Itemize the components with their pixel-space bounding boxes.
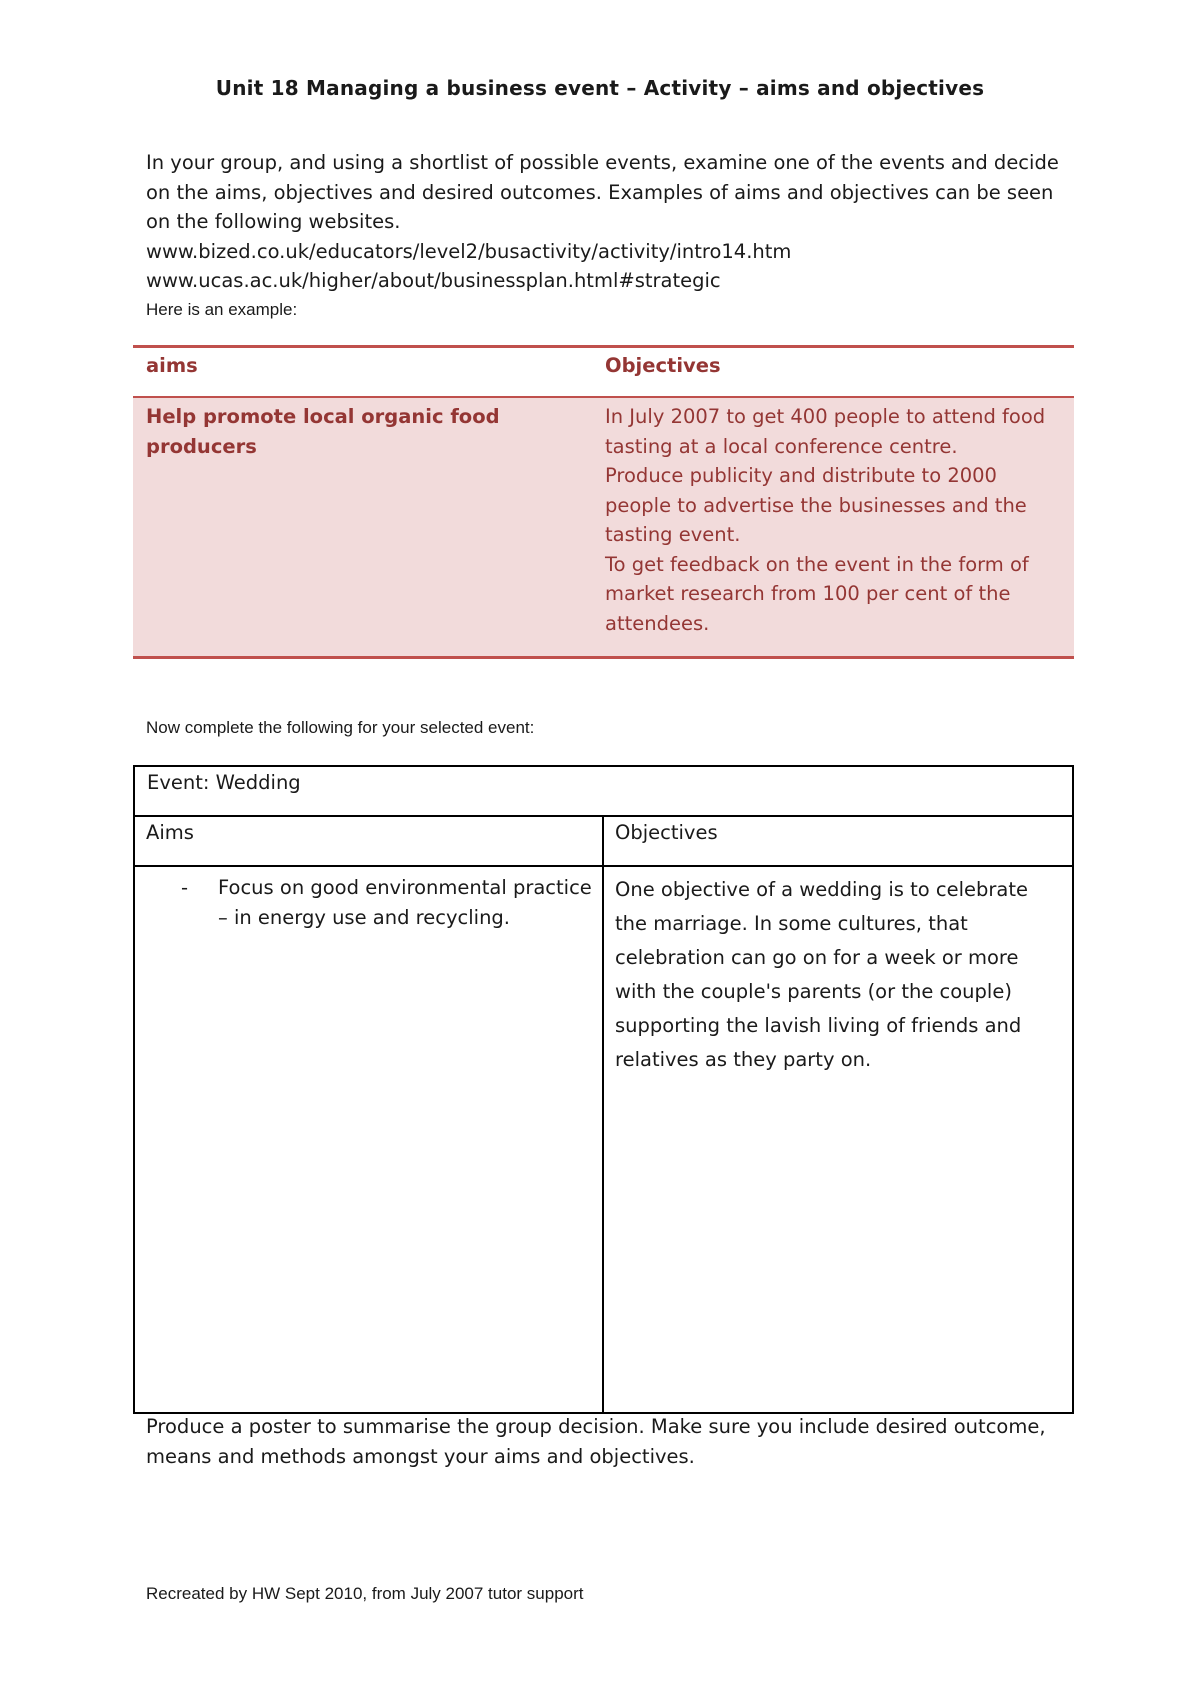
- link-bized[interactable]: www.bized.co.uk/educators/level2/busactivity/activity/intro14.htm: [146, 239, 792, 263]
- example-objective-3: To get feedback on the event in the form of market research from 100 per cent of the attendees.: [605, 552, 1029, 635]
- example-table: [133, 345, 1074, 659]
- aims-list: [135, 867, 602, 932]
- page-title: Unit 18 Managing a business event – Activity – aims and objectives: [215, 76, 985, 100]
- aims-column[interactable]: [135, 817, 604, 1412]
- aims-item-text: Focus on good environmental practice – in energy use and recycling.: [218, 876, 592, 929]
- intro-section: [146, 148, 1066, 296]
- example-header-objectives: Objectives: [605, 354, 721, 377]
- aims-header: Aims: [135, 817, 602, 867]
- example-objective-2: Produce publicity and distribute to 2000 people to advertise the businesses and the tasting event.: [605, 464, 1027, 546]
- example-aim: Help promote local organic food producers: [146, 405, 500, 458]
- objectives-column[interactable]: [604, 817, 1072, 1412]
- example-label: Here is an example:: [146, 300, 298, 319]
- objectives-header: Objectives: [604, 817, 1072, 867]
- footer-note: Recreated by HW Sept 2010, from July 2007 tutor support: [146, 1584, 584, 1603]
- link-ucas[interactable]: www.ucas.ac.uk/higher/about/businessplan.html#strategic: [146, 269, 721, 292]
- example-table-header: [133, 348, 1074, 398]
- dash-bullet: -: [181, 876, 189, 899]
- event-columns: [135, 817, 1072, 1412]
- event-name-cell[interactable]: Event: Wedding: [135, 767, 1072, 817]
- intro-paragraph: In your group, and using a shortlist of possible events, examine one of the events and decide on the aims, objectives and desired outcomes. Examples of aims and objectives can be seen on the following websites.: [146, 151, 1059, 233]
- example-objectives: [603, 398, 1074, 638]
- example-header-aims: aims: [146, 354, 198, 377]
- example-objective-1: In July 2007 to get 400 people to attend food tasting at a local conference centre.: [605, 405, 1046, 458]
- example-table-row: [133, 398, 1074, 656]
- aims-item: [135, 867, 602, 932]
- event-table: [133, 765, 1074, 1414]
- closing-instruction: Produce a poster to summarise the group decision. Make sure you include desired outcome, means and methods amongst your aims and objectives.: [146, 1415, 1046, 1468]
- now-label: Now complete the following for your selected event:: [146, 718, 535, 737]
- objectives-text: One objective of a wedding is to celebrate the marriage. In some cultures, that celebration can go on for a week or more with the couple's parents (or the couple) supporting the lavish living of friends and relatives as they party on.: [615, 878, 1029, 1071]
